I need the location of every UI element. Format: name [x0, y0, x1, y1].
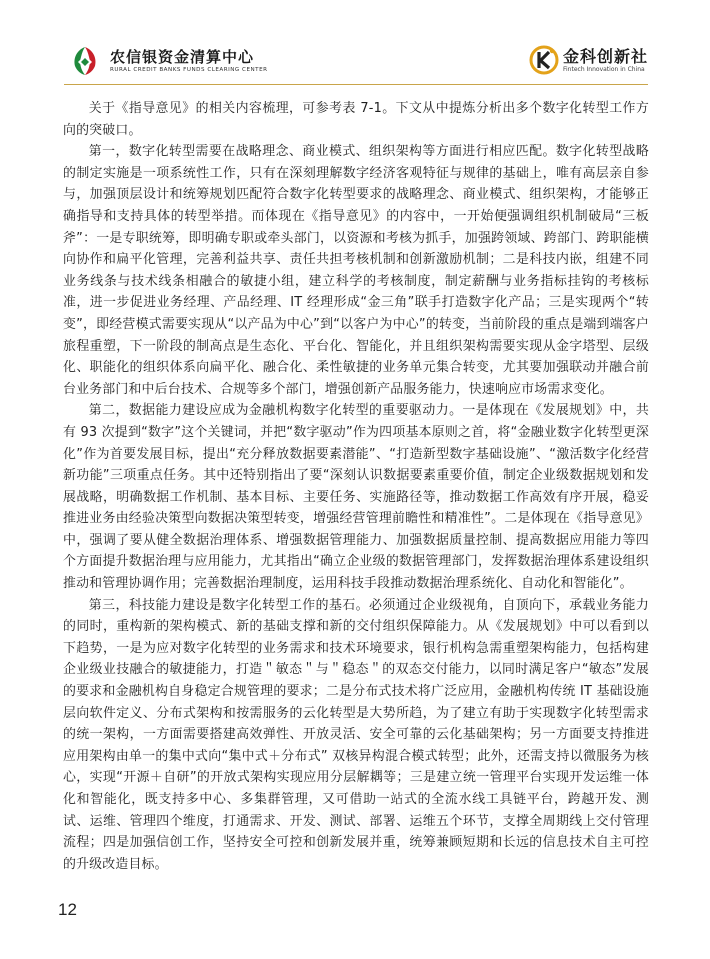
jinke-name-en: Fintech Innovation in China	[563, 65, 645, 73]
jinke-name-cn: 金科创新社	[563, 46, 649, 66]
page-number: 12	[58, 900, 77, 919]
jinke-logo	[528, 42, 648, 78]
rural-credit-logo	[68, 44, 268, 78]
jinke-k-emblem-icon	[528, 44, 560, 76]
body-paragraph: 第一，数字化转型需要在战略理念、商业模式、组织架构等方面进行相应匹配。数字化转型战略的制定实施是一项系统性工作，只有在深刻理解数字经济客观特征与规律的基础上，唯有高层亲自参与，加强顶层设计和统筹规划匹配符合数字化转型要求的战略理念、商业模式、组织架构，才能够正确指导和支持具体的转型举措。而体现在《指导意见》的内容中，一开始便强调组织机制破局“三板斧”：一是专职统筹，即明确专职或牵头部门，以资源和考核为抓手，加强跨领域、跨部门、跨职能横向协作和扁平化管理，完善利益共享、责任共担考核机制和创新激励机制；二是科技内嵌，组建不同业务线条与技术线条相融合的敏捷小组，建立科学的考核制度，制定薪酬与业务指标挂钩的考核标准，进一步促进业务经理、产品经理、IT 经理形成“金三角”联手打造数字化产品；三是实现两个“转变”，即经营模式需要实现从“以产品为中心”到“以客户为中心”的转变，当前阶段的重点是端到端客户旅程重塑，下一阶段的制高点是生态化、平台化、智能化，并且组织架构需要实现从金字塔型、层级化、职能化的组织体系向扁平化、融合化、柔性敏捷的业务单元集合转变，尤其要加强联动并融合前台业务部门和中后台技术、合规等多个部门，增强创新产品服务能力，快速响应市场需求变化。	[63, 144, 649, 397]
body-paragraph: 关于《指导意见》的相关内容梳理，可参考表 7-1。下文从中提炼分析出多个数字化转型工作方向的突破口。	[63, 101, 649, 138]
rural-credit-name-en: RURAL CREDIT BANKS FUNDS CLEARING CENTER	[110, 67, 268, 73]
page-header	[0, 0, 710, 86]
body-paragraph: 第二，数据能力建设应成为金融机构数字化转型的重要驱动力。一是体现在《发展规划》中，共有 93 次提到“数字”这个关键词，并把“数字驱动”作为四项基本原则之首，将“金融业数字化转型更深化”作为首要发展目标，提出“充分释放数据要素潜能”、“打造新型数字基础设施”、“激活数字化经营新功能”三项重点任务。其中还特别指出了要“深刻认识数据要素重要价值，制定企业级数据规划和发展战略，明确数据工作机制、基本目标、主要任务、实施路径等，推动数据工作高效有序开展，稳妥推进业务由经验决策型向数据决策型转变，增强经营管理前瞻性和精准性”。二是体现在《指导意见》中，强调了要从健全数据治理体系、增强数据管理能力、加强数据质量控制、提高数据应用能力等四个方面提升数据治理与应用能力，尤其指出“确立企业级的数据管理部门，发挥数据治理体系建设组织推动和管理协调作用；完善数据治理制度，运用科技手段推动数据治理系统化、自动化和智能化”。	[63, 403, 649, 592]
page-body	[63, 98, 649, 875]
header-divider	[64, 84, 648, 85]
rural-credit-emblem-icon	[68, 44, 102, 78]
rural-credit-name-cn: 农信银资金清算中心	[110, 48, 255, 66]
body-paragraph: 第三，科技能力建设是数字化转型工作的基石。必须通过企业级视角，自顶向下，承载业务能力的同时，重构新的架构模式、新的基础支撑和新的交付组织保障能力。从《发展规划》中可以看到以下趋势，一是为应对数字化转型的业务需求和技术环境要求，银行机构急需重塑架构能力，包括构建企业级业技融合的敏捷能力，打造＂敏态＂与＂稳态＂的双态交付能力，以同时满足客户“敏态”发展的要求和金融机构自身稳定合规管理的要求；二是分布式技术将广泛应用，金融机构传统 IT 基础设施层向软件定义、分布式架构和按需服务的云化转型是大势所趋，为了建立有助于实现数字化转型需求的统一架构，一方面需要搭建高效弹性、开放灵活、安全可靠的云化基础架构；另一方面要支持推进应用架构由单一的集中式向“集中式＋分布式” 双核异构混合模式转型；此外，还需支持以微服务为核心，实现“开源＋自研”的开放式架构实现应用分层解耦等；三是建立统一管理平台实现开发运维一体化和智能化，既支持多中心、多集群管理，又可借助一站式的全流水线工具链平台，跨越开发、测试、运维、管理四个维度，打通需求、开发、测试、部署、运维五个环节，支撑全周期线上交付管理流程；四是加强信创工作，坚持安全可控和创新发展并重，统筹兼顾短期和长远的信息技术自主可控的升级改造目标。	[63, 597, 649, 872]
